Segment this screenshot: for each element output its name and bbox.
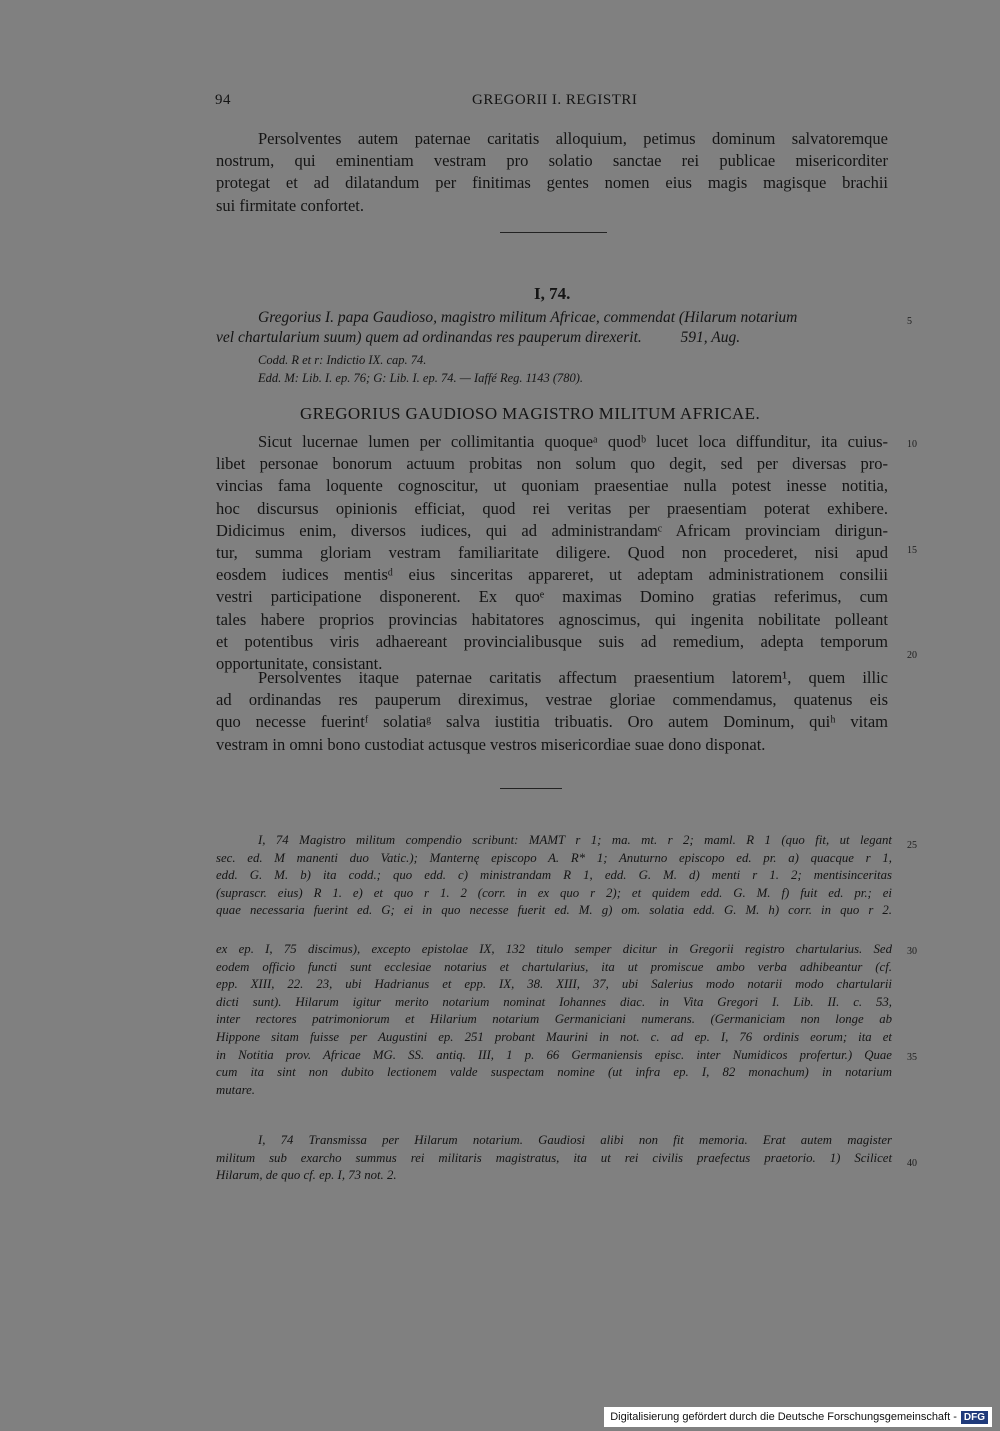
dfg-logo: DFG (961, 1411, 988, 1424)
letter-paragraph-1 (216, 431, 888, 675)
text-line: eosdem iudices mentisᵈ eius sinceritas appareret, ut adeptam administrationem consilii (216, 565, 888, 585)
note-line: (suprascr. eius) R 1. e) et quo r 1. 2 (corr. in ex quo r 2); et quidem edd. G. M. f) fuit ed. pr.; ei (216, 885, 892, 900)
text-line: protegat et ad dilatandum per finitimas gentes nomen eius magis magisque brachii (216, 173, 888, 193)
text-line: opportunitate, consistant. (216, 654, 383, 674)
note-line: in Notitia prov. Africae MG. SS. antiq. III, 1 p. 66 Germaniensis episc. inter Numidicos profertur.) Quae (216, 1047, 892, 1062)
letter-paragraph-2 (216, 667, 888, 756)
critical-apparatus (216, 832, 892, 920)
margin-line-number: 20 (907, 650, 917, 661)
note-line: I, 74 Magistro militum compendio scribunt: MAMT r 1; ma. mt. r 2; maml. R 1 (quo fit, ut legant (258, 833, 892, 847)
note-line: edd. G. M. b) ita codd.; quo edd. c) ministrandam R 1, edd. G. M. d) menti r 1. 2; mentisinceritas (216, 868, 892, 883)
text-line: et potentibus viris adhaereant provincialibusque suis ad remedium, adepta temporum (216, 631, 888, 651)
codices: Codd. R et r: Indictio IX. cap. 74. (258, 353, 427, 367)
text-line: sui firmitate confortet. (216, 195, 364, 215)
text-line: hoc discursus opinionis efficiat, quod rei veritas per praesentiam poterat exhibere. (216, 498, 888, 518)
text-line: Didicimus enim, diversos iudices, qui ad administrandamᶜ Africam provinciam dirigun- (216, 520, 888, 540)
text-line: tales habere proprios provincias habitatores agnoscimus, qui ingenita nobilitate polleant (216, 609, 888, 629)
note-line: ex ep. I, 75 discimus), excepto epistolae IX, 132 titulo semper dicitur in Gregorii registro chartularius. Sed (216, 942, 892, 956)
text-line: Persolventes autem paternae caritatis alloquium, petimus dominum salvatoremque (258, 129, 888, 148)
text-line: quo necesse fuerintᶠ solatiaᵍ salva iustitia tribuatis. Oro autem Dominum, quiʰ vitam (216, 712, 888, 732)
note-line: dicti sunt). Hilarum igitur merito notarium nominat Iohannes diac. in Vita Gregori I. Lib. II. c. 53, (216, 994, 892, 1009)
text-line: nostrum, qui eminentiam vestram pro solatio sanctae rei publicae misericorditer (216, 151, 888, 171)
margin-line-number: 30 (907, 946, 917, 957)
text-line: vestram in omni bono custodiat actusque vestros misericordiae suae dono disponat. (216, 734, 766, 754)
margin-line-number: 5 (907, 316, 912, 327)
regest (216, 308, 888, 348)
margin-line-number: 25 (907, 840, 917, 851)
regest-line: vel chartularium suum) quem ad ordinandas res pauperum direxerit. 591, Aug. (216, 329, 741, 346)
margin-line-number: 35 (907, 1052, 917, 1063)
digitization-credit (604, 1407, 992, 1427)
note-line: mutare. (216, 1082, 255, 1097)
note-line: quae necessaria fuerint ed. G; ei in quo necesse fuerit ed. M. g) om. solatia edd. G. M. h) corr. in quo r 2. (216, 903, 892, 918)
letter-address: GREGORIUS GAUDIOSO MAGISTRO MILITUM AFRICAE. (300, 404, 761, 423)
editions: Edd. M: Lib. I. ep. 76; G: Lib. I. ep. 74. — Iaffé Reg. 1143 (780). (258, 371, 584, 385)
text-line: vincias fama loquente cognoscitur, ut quoniam praesentiae nulla potest inesse notitia, (216, 476, 888, 496)
text-line: vestri participatione disponerent. Ex quoᵉ maximas Domino gratias referimus, cum (216, 587, 888, 607)
margin-line-number: 15 (907, 545, 917, 556)
text-line: libet personae bonorum actuum probitas non solum quo degit, sed per diversas pro- (216, 454, 888, 474)
note-line: militum sub exarcho summus rei militaris magistratus, ita ut rei civilis praefectus praetorio. 1) Scilicet (216, 1150, 892, 1165)
note-line: cum ita sint non dubito lectionem valde suspectam nomine (ut infra ep. I, 82 monachum) in notarium (216, 1065, 892, 1080)
running-head: GREGORII I. REGISTRI (472, 92, 638, 108)
letter-number: I, 74. (534, 284, 571, 303)
note-line: I, 74 Transmissa per Hilarum notarium. Gaudiosi alibi non fit memoria. Erat autem magister (258, 1133, 892, 1147)
regest-line: Gregorius I. papa Gaudioso, magistro militum Africae, commendat (Hilarum notarium (258, 309, 798, 326)
margin-line-number: 10 (907, 439, 917, 450)
historical-notes-2 (216, 1132, 892, 1185)
section-rule (500, 788, 562, 789)
note-line: Hippone sitam fuisse per Augustini ep. 251 probant Maurini in not. c. ad ep. I, 76 ordinis eorum; ita et (216, 1029, 892, 1044)
text-line: Sicut lucernae lumen per collimitantia quoqueᵃ quodᵇ lucet loca diffunditur, ita cuius- (258, 432, 888, 451)
note-line: epp. XIII, 22. 23, ubi Hadrianus et epp. IX, 38. XIII, 37, ubi Salerius modo notarii modo chartularii (216, 977, 892, 992)
page-number: 94 (215, 92, 231, 108)
note-line: sec. ed. M manenti duo Vatic.); Manternę episcopo A. R* 1; Anuturno episcopo ed. pr. a) quacque r 1, (216, 850, 892, 865)
historical-notes (216, 941, 892, 1099)
text-line: ad ordinandas res pauperum direximus, vestrae gloriae commendamus, quatenus eis (216, 690, 888, 710)
text-line: Persolventes itaque paternae caritatis affectum praesentium latorem¹, quem illic (258, 668, 888, 687)
note-line: inter rectores patrimoniorum et Hilarium notarium Germaniciani numerans. (Germaniciam non longe ab (216, 1012, 892, 1027)
text-line: tur, summa gloriam vestram familiaritate diligere. Quod non procederet, nisi apud (216, 543, 888, 563)
note-line: eodem officio functi sunt ecclesiae notarius et chartularius, ita ut promiscue ambo verba adhibeantur (cf. (216, 959, 892, 974)
note-line: Hilarum, de quo cf. ep. I, 73 not. 2. (216, 1168, 397, 1183)
margin-line-number: 40 (907, 1158, 917, 1169)
credit-text: Digitalisierung gefördert durch die Deutsche Forschungsgemeinschaft - (610, 1411, 957, 1423)
intro-paragraph (216, 128, 888, 217)
section-rule (500, 232, 607, 233)
